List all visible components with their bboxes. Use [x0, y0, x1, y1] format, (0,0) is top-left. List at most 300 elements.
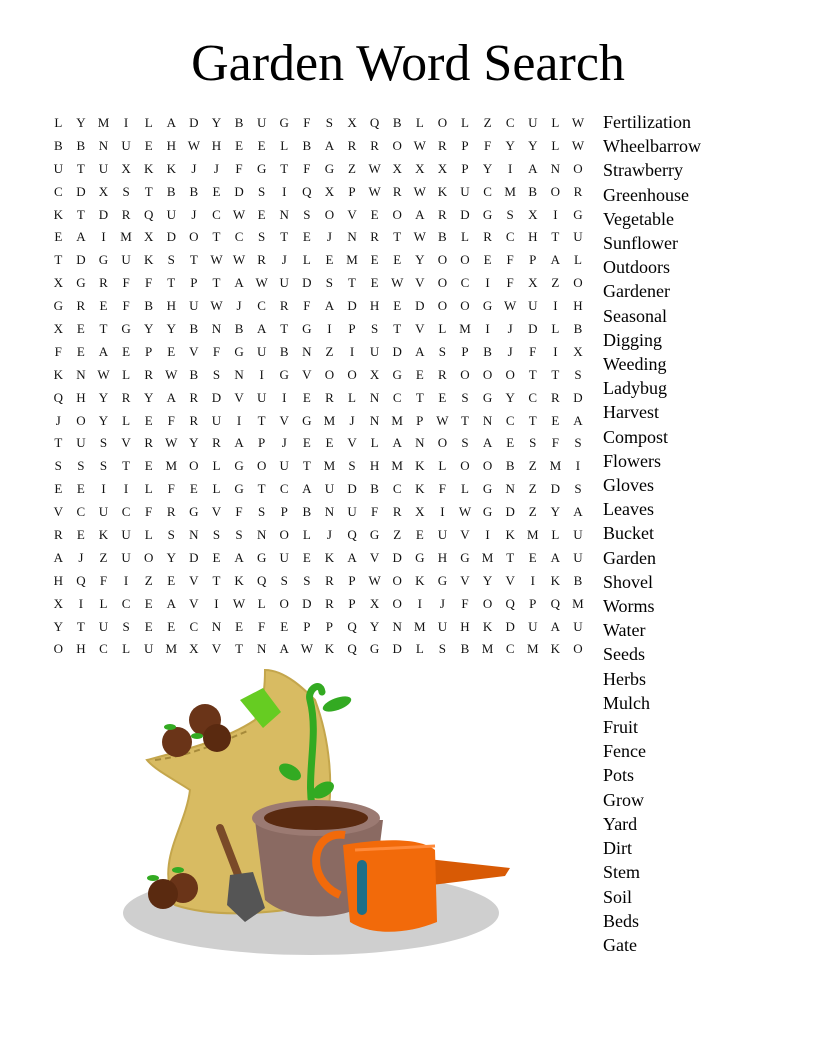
grid-letter: D	[392, 641, 402, 657]
grid-letter: J	[55, 412, 61, 428]
grid-letter: T	[212, 229, 221, 245]
grid-letter: E	[415, 366, 424, 382]
word-list-item: Wheelbarrow	[603, 136, 701, 157]
grid-letter: E	[76, 527, 85, 543]
grid-letter: V	[211, 641, 222, 657]
grid-letter: R	[279, 298, 289, 314]
page-title: Garden Word Search	[191, 35, 625, 92]
grid-letter: Y	[189, 435, 199, 451]
grid-letter: X	[573, 343, 583, 359]
grid-letter: W	[504, 298, 517, 314]
grid-letter: J	[191, 160, 197, 176]
grid-letter: W	[368, 183, 381, 199]
grid-letter: B	[144, 298, 153, 314]
word-list-item: Bucket	[603, 523, 654, 544]
grid-letter: B	[279, 343, 289, 359]
grid-letter: S	[122, 183, 130, 199]
grid-letter: F	[483, 137, 492, 153]
grid-letter: E	[302, 229, 311, 245]
grid-letter: Z	[144, 572, 153, 588]
grid-letter: C	[505, 115, 515, 130]
grid-letter: Y	[166, 321, 176, 337]
grid-letter: E	[167, 572, 176, 588]
grid-letter: H	[76, 641, 86, 657]
grid-letter: S	[258, 504, 266, 520]
grid-letter: C	[483, 183, 492, 199]
grid-letter: V	[347, 435, 357, 451]
grid-letter: U	[143, 641, 154, 657]
grid-letter: S	[99, 435, 108, 451]
word-list-item: Strawberry	[603, 160, 683, 181]
grid-letter: G	[53, 298, 63, 314]
grid-letter: D	[347, 298, 357, 314]
grid-letter: C	[76, 504, 86, 520]
grid-letter: R	[189, 389, 199, 405]
grid-letter: S	[303, 206, 311, 222]
grid-letter: P	[416, 412, 424, 428]
grid-letter: N	[550, 160, 561, 176]
grid-letter: G	[189, 504, 199, 520]
grid-letter: M	[165, 458, 178, 474]
grid-letter: Q	[347, 618, 357, 634]
grid-letter: G	[302, 412, 312, 428]
grid-letter: V	[460, 527, 470, 543]
grid-letter: T	[144, 183, 153, 199]
grid-letter: W	[210, 252, 223, 268]
grid-letter: O	[550, 183, 561, 199]
grid-letter: L	[438, 321, 447, 337]
word-list-item: Greenhouse	[603, 184, 689, 205]
grid-letter: W	[571, 115, 585, 130]
grid-letter: W	[165, 435, 178, 451]
grid-letter: D	[211, 389, 222, 405]
grid-letter: O	[460, 252, 470, 268]
grid-letter: X	[369, 595, 380, 611]
grid-letter: P	[325, 618, 334, 634]
grid-letter: T	[99, 321, 108, 337]
grid-letter: E	[235, 137, 244, 153]
grid-letter: D	[347, 481, 357, 497]
grid-letter: E	[76, 481, 85, 497]
grid-letter: S	[506, 206, 514, 222]
grid-letter: S	[167, 252, 175, 268]
grid-letter: S	[122, 618, 130, 634]
grid-letter: U	[528, 298, 538, 314]
grid-letter: E	[393, 298, 402, 314]
grid-letter: Q	[256, 572, 267, 588]
word-list-item: Gardener	[603, 281, 670, 302]
grid-letter: P	[258, 435, 266, 451]
grid-letter: K	[415, 572, 425, 588]
grid-letter: K	[415, 458, 425, 474]
grid-letter: R	[76, 298, 86, 314]
grid-letter: T	[167, 275, 176, 291]
grid-letter: D	[573, 389, 583, 405]
grid-letter: R	[189, 412, 199, 428]
grid-letter: S	[212, 527, 221, 543]
grid-letter: O	[482, 458, 493, 474]
grid-letter: G	[279, 115, 289, 130]
grid-letter: E	[302, 435, 311, 451]
grid-letter: A	[256, 321, 267, 337]
grid-letter: J	[236, 298, 242, 314]
grid-letter: O	[460, 298, 470, 314]
grid-letter: A	[528, 160, 538, 176]
grid-letter: G	[369, 641, 380, 657]
grid-letter: U	[369, 343, 380, 359]
grid-letter: Y	[505, 137, 515, 153]
grid-letter: R	[325, 389, 334, 405]
grid-letter: V	[505, 572, 515, 588]
grid-letter: L	[99, 595, 108, 611]
grid-letter: N	[256, 527, 267, 543]
grid-letter: V	[347, 206, 357, 222]
grid-letter: A	[53, 549, 63, 565]
grid-letter: E	[212, 183, 221, 199]
grid-letter: Z	[348, 160, 356, 176]
grid-letter: U	[121, 527, 131, 543]
word-list-item: Vegetable	[603, 208, 674, 229]
word-list-item: Harvest	[603, 402, 659, 423]
grid-letter: M	[323, 412, 336, 428]
grid-letter: N	[505, 481, 515, 497]
grid-letter: G	[392, 366, 402, 382]
grid-letter: O	[143, 549, 154, 565]
grid-letter: V	[121, 435, 131, 451]
grid-letter: N	[369, 412, 380, 428]
grid-letter: G	[234, 458, 244, 474]
grid-letter: A	[324, 137, 335, 153]
grid-letter: O	[460, 366, 470, 382]
grid-letter: K	[234, 572, 244, 588]
grid-letter: I	[123, 115, 129, 130]
grid-letter: M	[504, 183, 516, 199]
grid-letter: D	[415, 298, 425, 314]
grid-letter: H	[369, 298, 380, 314]
grid-letter: L	[415, 115, 424, 130]
grid-letter: J	[439, 595, 445, 611]
grid-letter: B	[189, 183, 199, 199]
word-list-item: Digging	[603, 329, 663, 350]
grid-letter: K	[482, 618, 493, 634]
grid-letter: Q	[347, 641, 357, 657]
grid-letter: N	[189, 527, 199, 543]
grid-letter: W	[232, 206, 246, 222]
grid-letter: T	[76, 206, 85, 222]
grid-letter: C	[257, 298, 266, 314]
grid-letter: N	[482, 412, 493, 428]
grid-letter: Y	[166, 549, 176, 565]
grid-letter: G	[460, 549, 470, 565]
word-list-item: Stem	[603, 862, 641, 883]
grid-letter: W	[413, 229, 426, 245]
grid-letter: G	[573, 206, 583, 222]
grid-letter: I	[485, 321, 490, 337]
grid-letter: R	[370, 229, 379, 245]
grid-letter: X	[53, 275, 63, 291]
grid-letter: K	[437, 183, 448, 199]
grid-letter: Z	[528, 458, 537, 474]
grid-letter: D	[392, 343, 402, 359]
grid-letter: Y	[143, 389, 154, 405]
grid-letter: E	[528, 549, 537, 565]
grid-letter: F	[235, 160, 243, 176]
grid-letter: X	[121, 160, 131, 176]
grid-letter: T	[393, 321, 402, 337]
grid-letter: E	[122, 343, 131, 359]
grid-letter: R	[392, 183, 402, 199]
grid-letter: J	[326, 229, 332, 245]
word-list-item: Beds	[603, 910, 639, 931]
grid-letter: U	[528, 618, 538, 634]
word-list-item: Garden	[603, 547, 656, 568]
grid-letter: T	[506, 549, 515, 565]
grid-letter: E	[257, 206, 266, 222]
grid-letter: L	[257, 595, 266, 611]
grid-letter: I	[123, 572, 129, 588]
grid-letter: S	[438, 343, 446, 359]
grid-letter: Y	[369, 618, 380, 634]
grid-letter: S	[529, 435, 537, 451]
grid-letter: A	[234, 275, 244, 291]
grid-letter: H	[76, 389, 86, 405]
grid-letter: G	[256, 549, 267, 565]
grid-letter: I	[78, 595, 84, 611]
grid-letter: C	[189, 618, 199, 634]
grid-letter: O	[256, 458, 267, 474]
grid-letter: G	[121, 321, 131, 337]
grid-letter: M	[323, 458, 336, 474]
grid-letter: X	[369, 366, 380, 382]
grid-letter: U	[279, 458, 289, 474]
grid-letter: F	[167, 412, 175, 428]
grid-letter: M	[165, 641, 178, 657]
grid-letter: T	[189, 252, 198, 268]
grid-letter: L	[551, 321, 560, 337]
grid-letter: P	[348, 321, 356, 337]
grid-letter: B	[392, 115, 402, 130]
grid-letter: E	[370, 275, 379, 291]
grid-letter: T	[212, 275, 221, 291]
grid-letter: S	[461, 435, 469, 451]
grid-letter: D	[189, 115, 199, 130]
grid-letter: L	[370, 435, 379, 451]
grid-letter: F	[99, 572, 108, 588]
grid-letter: E	[325, 252, 334, 268]
grid-letter: N	[324, 504, 335, 520]
grid-letter: R	[121, 206, 131, 222]
grid-letter: Q	[347, 527, 357, 543]
grid-letter: E	[144, 618, 153, 634]
grid-letter: T	[551, 366, 560, 382]
grid-letter: G	[482, 298, 493, 314]
grid-letter: S	[574, 481, 582, 497]
grid-letter: E	[551, 412, 560, 428]
grid-letter: Y	[76, 115, 86, 130]
grid-letter: O	[324, 206, 335, 222]
grid-letter: A	[324, 298, 335, 314]
grid-letter: W	[210, 298, 223, 314]
grid-letter: Z	[393, 527, 402, 543]
grid-letter: S	[235, 527, 243, 543]
word-list-item: Seasonal	[603, 305, 667, 326]
grid-letter: C	[53, 183, 63, 199]
grid-letter: G	[415, 549, 425, 565]
grid-letter: V	[415, 321, 425, 337]
grid-letter: L	[122, 366, 131, 382]
word-list-item: Gloves	[603, 475, 654, 496]
grid-letter: V	[211, 504, 222, 520]
grid-letter: O	[573, 160, 583, 176]
grid-letter: C	[505, 412, 515, 428]
grid-letter: E	[212, 549, 221, 565]
grid-letter: G	[234, 343, 244, 359]
grid-letter: W	[571, 137, 585, 153]
grid-letter: Y	[211, 115, 222, 130]
grid-letter: J	[281, 435, 287, 451]
grid-letter: D	[505, 618, 515, 634]
grid-letter: L	[551, 137, 560, 153]
grid-letter: T	[415, 389, 424, 405]
grid-letter: U	[256, 343, 267, 359]
grid-letter: P	[461, 137, 469, 153]
word-list-item: Pots	[603, 765, 635, 786]
grid-letter: E	[54, 229, 63, 245]
grid-letter: R	[212, 435, 221, 451]
grid-letter: X	[324, 183, 335, 199]
grid-letter: P	[529, 595, 537, 611]
grid-letter: X	[415, 504, 425, 520]
grid-letter: U	[528, 115, 538, 130]
grid-letter: Q	[76, 572, 86, 588]
word-list-item: Water	[603, 620, 646, 641]
grid-letter: P	[280, 504, 288, 520]
grid-letter: K	[143, 160, 154, 176]
grid-letter: I	[485, 275, 490, 291]
grid-letter: E	[76, 343, 85, 359]
grid-letter: X	[415, 160, 425, 176]
grid-letter: D	[189, 549, 199, 565]
grid-letter: P	[461, 343, 469, 359]
grid-letter: E	[144, 458, 153, 474]
word-list-item: Shovel	[603, 571, 654, 592]
grid-letter: S	[325, 275, 334, 291]
grid-letter: A	[166, 595, 176, 611]
grid-letter: U	[279, 275, 289, 291]
grid-letter: R	[347, 137, 357, 153]
grid-letter: Z	[483, 115, 492, 130]
grid-letter: Z	[325, 343, 334, 359]
grid-letter: W	[368, 572, 381, 588]
grid-letter: K	[415, 481, 425, 497]
grid-letter: K	[166, 160, 176, 176]
grid-letter: N	[279, 206, 289, 222]
grid-letter: A	[573, 504, 583, 520]
grid-letter: B	[438, 229, 447, 245]
grid-letter: T	[461, 412, 469, 428]
grid-letter: V	[189, 572, 199, 588]
grid-letter: U	[189, 298, 199, 314]
grid-letter: S	[212, 366, 221, 382]
grid-letter: I	[236, 412, 242, 428]
grid-letter: O	[460, 458, 470, 474]
grid-letter: W	[232, 595, 246, 611]
grid-letter: O	[505, 366, 515, 382]
word-list-item: Yard	[603, 813, 638, 834]
grid-letter: B	[483, 343, 492, 359]
grid-letter: N	[256, 641, 267, 657]
grid-letter: U	[166, 206, 176, 222]
grid-letter: R	[166, 504, 176, 520]
grid-letter: U	[324, 481, 335, 497]
grid-letter: F	[370, 504, 379, 520]
grid-letter: E	[302, 549, 311, 565]
grid-letter: K	[98, 527, 109, 543]
grid-letter: K	[324, 549, 335, 565]
grid-letter: B	[573, 321, 583, 337]
grid-letter: Y	[98, 389, 109, 405]
grid-letter: A	[234, 549, 244, 565]
grid-letter: I	[440, 504, 445, 520]
grid-letter: U	[98, 160, 109, 176]
grid-letter: G	[482, 206, 493, 222]
grid-letter: W	[413, 137, 426, 153]
grid-letter: H	[460, 618, 470, 634]
grid-letter: Y	[415, 252, 425, 268]
grid-letter: O	[573, 275, 583, 291]
grid-letter: R	[53, 527, 63, 543]
grid-letter: R	[438, 366, 447, 382]
word-list-item: Fruit	[603, 717, 639, 738]
grid-letter: N	[392, 618, 402, 634]
word-list-item: Flowers	[603, 450, 661, 471]
grid-letter: J	[326, 527, 332, 543]
grid-letter: B	[76, 137, 86, 153]
grid-letter: H	[53, 572, 63, 588]
grid-letter: D	[76, 252, 86, 268]
grid-letter: A	[279, 641, 289, 657]
grid-letter: U	[256, 389, 267, 405]
grid-letter: T	[235, 641, 244, 657]
grid-letter: H	[166, 298, 176, 314]
grid-letter: C	[505, 229, 515, 245]
grid-letter: A	[415, 343, 425, 359]
grid-letter: S	[167, 527, 175, 543]
grid-letter: K	[550, 572, 561, 588]
grid-letter: O	[189, 458, 199, 474]
word-list-item: Dirt	[603, 838, 632, 859]
grid-letter: Y	[53, 618, 63, 634]
grid-letter: B	[505, 458, 515, 474]
word-list-item: Sunflower	[603, 233, 678, 254]
grid-letter: F	[529, 343, 537, 359]
grid-letter: T	[257, 481, 266, 497]
grid-letter: X	[528, 206, 538, 222]
grid-letter: A	[392, 435, 402, 451]
word-list-item: Fence	[603, 741, 646, 762]
grid-letter: I	[485, 527, 490, 543]
grid-letter: W	[391, 275, 404, 291]
grid-letter: X	[189, 641, 199, 657]
grid-letter: T	[257, 412, 266, 428]
grid-letter: S	[258, 183, 266, 199]
grid-letter: B	[53, 137, 63, 153]
grid-letter: S	[370, 321, 379, 337]
grid-letter: J	[281, 252, 287, 268]
grid-letter: E	[54, 481, 63, 497]
grid-letter: E	[144, 595, 153, 611]
grid-letter: A	[550, 618, 561, 634]
